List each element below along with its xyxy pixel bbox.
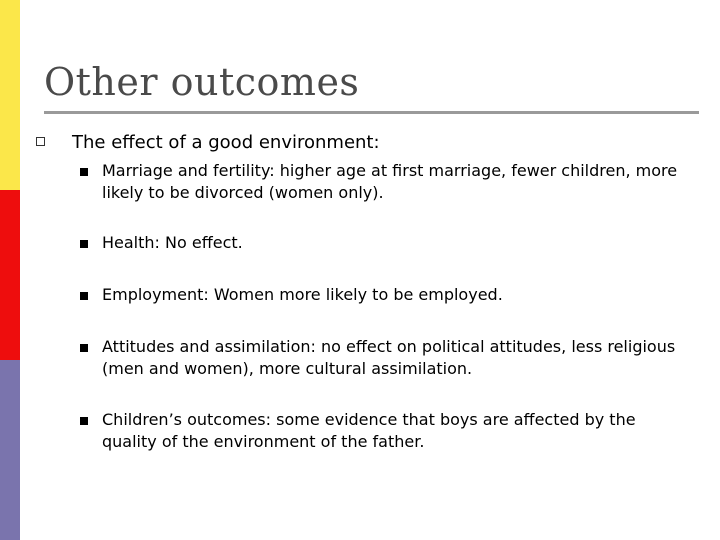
filled-square-bullet-icon xyxy=(80,344,88,352)
accent-bar-yellow-segment xyxy=(0,0,20,190)
sub-bullet-text: Marriage and fertility: higher age at first marriage, fewer children, more likely to be divorced (women only). xyxy=(102,161,678,202)
left-accent-bar xyxy=(0,0,20,540)
filled-square-bullet-icon xyxy=(80,292,88,300)
main-bullet-text: The effect of a good environment: xyxy=(72,132,380,153)
filled-square-bullet-icon xyxy=(80,168,88,176)
title-divider xyxy=(44,111,699,114)
slide-title: Other outcomes xyxy=(44,60,360,104)
sub-bullet-text: Attitudes and assimilation: no effect on political attitudes, less religious (men and women), more cultural assimilation. xyxy=(102,337,676,378)
hollow-square-bullet-icon xyxy=(36,137,45,146)
filled-square-bullet-icon xyxy=(80,240,88,248)
sub-bullet-text: Employment: Women more likely to be employed. xyxy=(102,285,503,304)
accent-bar-purple-segment xyxy=(0,360,20,540)
sub-bullet-text: Children’s outcomes: some evidence that boys are affected by the quality of the environment of the father. xyxy=(102,410,636,451)
sub-bullet-text: Health: No effect. xyxy=(102,233,243,252)
accent-bar-red-segment xyxy=(0,190,20,360)
filled-square-bullet-icon xyxy=(80,417,88,425)
